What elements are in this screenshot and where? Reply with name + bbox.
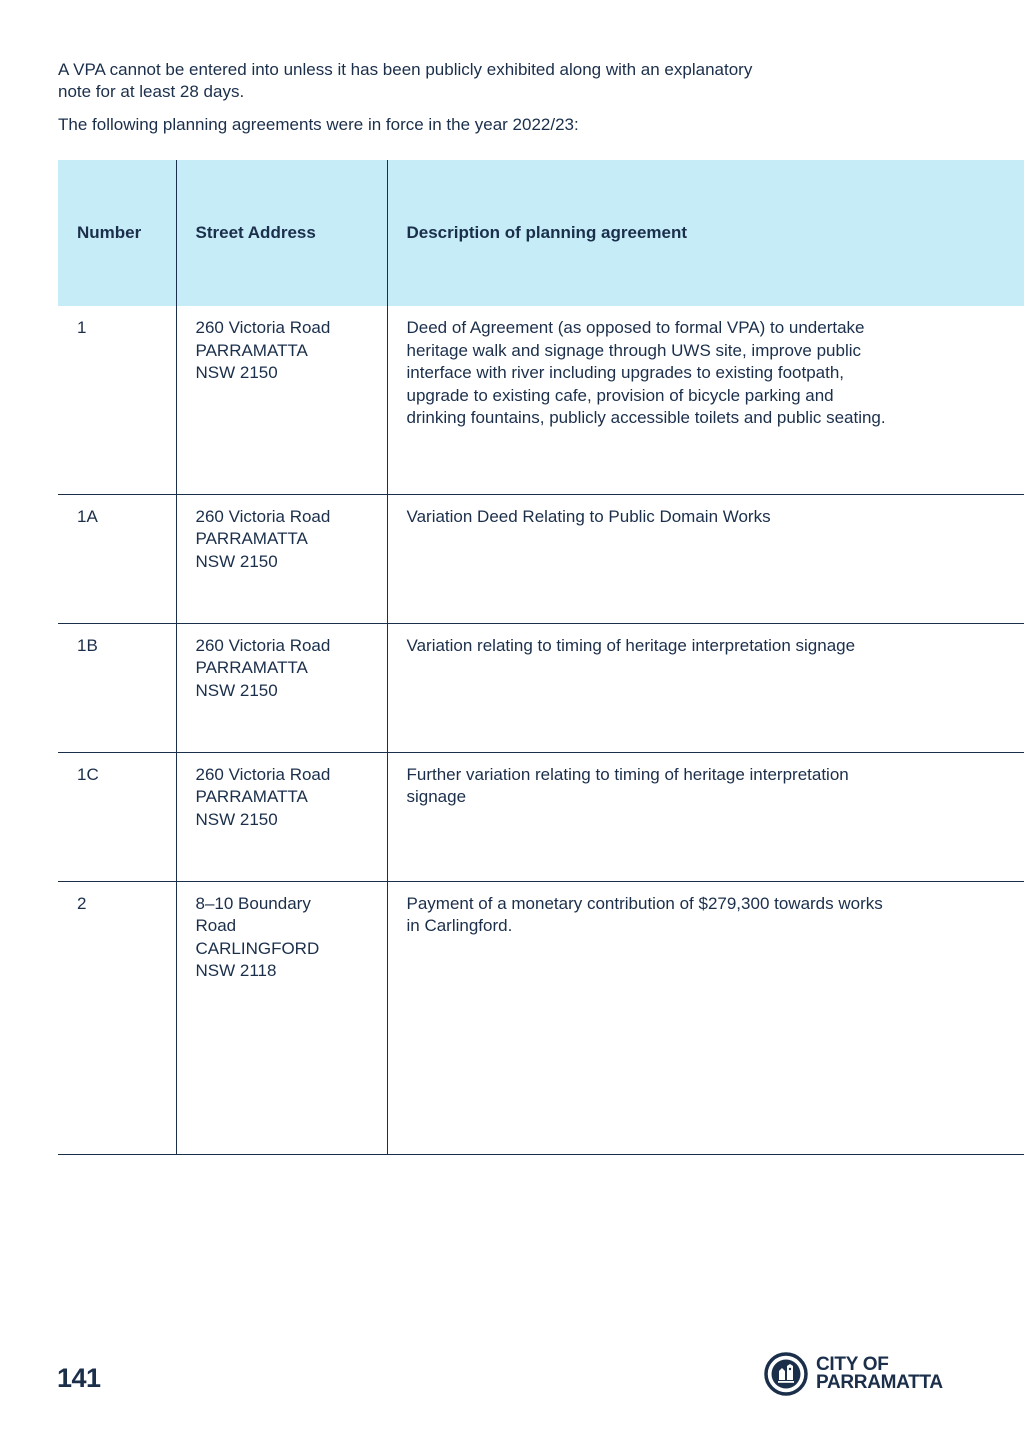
cell-address [176,306,387,494]
address-line: PARRAMATTA [195,658,308,677]
cell-address [176,752,387,881]
intro-line-2: note for at least 28 days. [58,82,245,101]
cell-address [176,881,387,1154]
address-line: CARLINGFORD [195,938,320,958]
address-line: 260 Victoria Road [195,764,331,784]
address-line: PARRAMATTA [195,787,308,806]
description-line: in Carlingford. [406,916,513,935]
address-line: PARRAMATTA [195,340,308,360]
description-line: Payment of a monetary contribution of $279,300 towards works [406,893,883,913]
table-row [58,752,1024,881]
description-line: upgrade to existing cafe, provision of bicycle parking and [406,385,834,405]
city-of-parramatta-logo [764,1352,943,1396]
page-number: 141 [57,1363,101,1393]
address-line: 8–10 Boundary [195,893,311,913]
cell-number: 1B [58,623,176,752]
table-row [58,881,1024,1154]
address-line: PARRAMATTA [195,529,308,548]
cell-description [387,623,1024,752]
cell-number: 1 [58,306,176,494]
intro-lead-in: The following planning agreements were in force in the year 2022/23: [58,115,579,134]
column-header-description: Description of planning agreement [387,160,1024,306]
column-header-number: Number [58,160,176,306]
address-line: NSW 2150 [195,680,278,700]
intro-paragraph [58,59,898,103]
cell-description [387,306,1024,494]
column-header-street-address: Street Address [176,160,387,306]
description-line: Variation relating to timing of heritage interpretation signage [406,635,856,655]
address-line: Road [195,916,237,935]
cell-description [387,752,1024,881]
table-row [58,306,1024,494]
address-line: 260 Victoria Road [195,635,331,655]
description-line: Further variation relating to timing of heritage interpretation [406,764,849,784]
logo-line-2: PARRAMATTA [816,1372,943,1393]
address-line: 260 Victoria Road [195,506,331,526]
cell-number: 2 [58,881,176,1154]
description-line: heritage walk and signage through UWS site, improve public [406,340,862,360]
cell-address [176,494,387,623]
intro-line-1: A VPA cannot be entered into unless it has been publicly exhibited along with an explanatory [58,60,753,79]
description-line: interface with river including upgrades to existing footpath, [406,363,845,382]
logo-wordmark [816,1356,943,1392]
cell-address [176,623,387,752]
description-line: Variation Deed Relating to Public Domain Works [406,506,771,526]
table-header-row [58,160,1024,306]
address-line: NSW 2150 [195,551,278,571]
logo-line-1: CITY OF [816,1354,889,1375]
table-row [58,494,1024,623]
address-line: NSW 2118 [195,961,277,980]
cell-description [387,881,1024,1154]
address-line: 260 Victoria Road [195,318,331,337]
city-of-parramatta-emblem-icon [764,1352,808,1396]
cell-number: 1A [58,494,176,623]
cell-number: 1C [58,752,176,881]
cell-description [387,494,1024,623]
table-row [58,623,1024,752]
description-line: signage [406,787,467,806]
address-line: NSW 2150 [195,809,278,829]
description-line: Deed of Agreement (as opposed to formal VPA) to undertake [406,318,865,337]
address-line: NSW 2150 [195,363,278,382]
description-line: drinking fountains, publicly accessible toilets and public seating. [406,408,886,427]
planning-agreements-table [58,160,1024,1155]
